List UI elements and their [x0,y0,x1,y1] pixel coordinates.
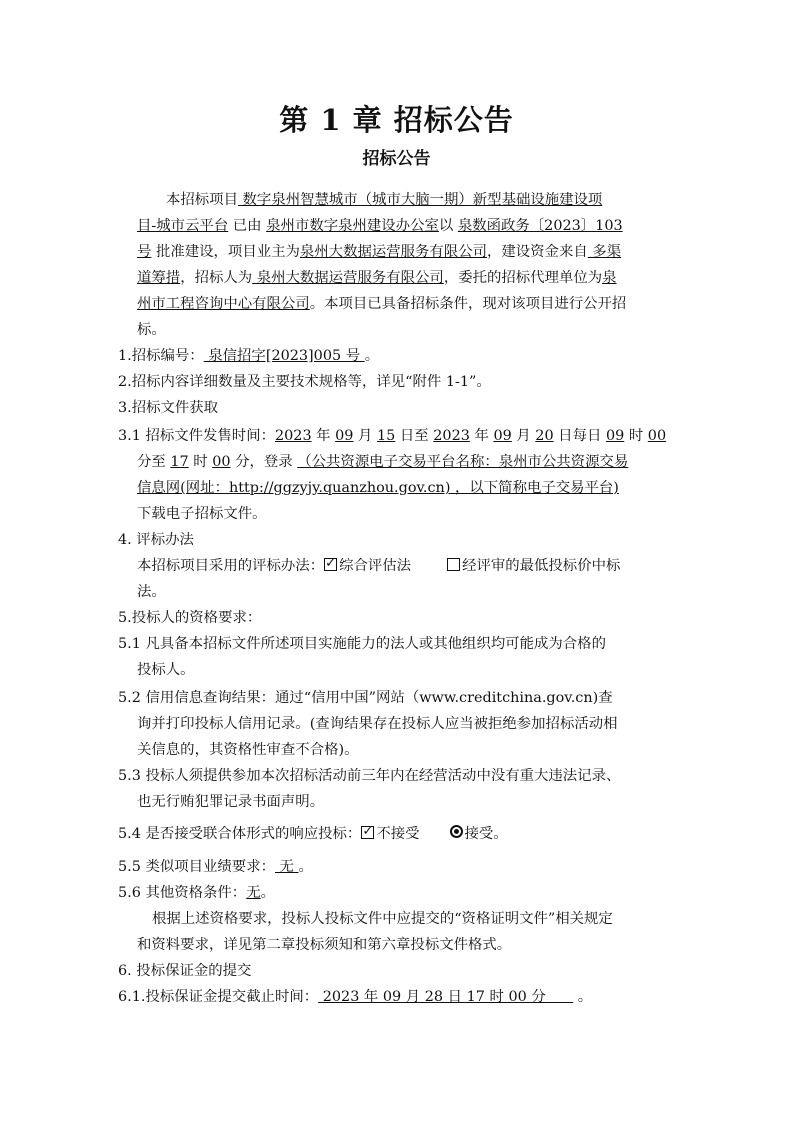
section-4-title: 4. 评标办法 [118,532,194,548]
section-5-3-line-2: 也无行贿犯罪记录书面声明。 [137,794,325,810]
paragraph-line-2: 和资料要求，详见第二章投标须知和第六章投标文件格式。 [137,937,512,953]
project-name: 数字泉州智慧城市（城市大脑一期）新型基础设施建设项 [237,192,603,208]
radio-selected-icon [450,825,463,838]
other-conditions: 无 [246,885,261,901]
section-6: 6. 投标保证金的提交 [118,963,252,979]
paragraph-line-1: 根据上述资格要求，投标人投标文件中应提交的“资格证明文件”相关规定 [152,911,613,927]
method-comprehensive: 综合评估法 [339,558,412,574]
tender-code: 泉信招字[2023]005 号 [203,348,365,364]
section-4-line-2: 法。 [137,584,166,600]
unchecked-checkbox-icon [447,558,460,571]
section-3-1-line-2: 分至 17 时 00 分，登录 （公共资源电子交易平台名称：泉州市公共资源交易 [137,454,629,470]
intro-line-6: 标。 [137,322,166,338]
approval-doc: 泉数函政务〔2023〕103 [457,218,623,234]
tenderer: 泉州大数据运营服务有限公司 [252,270,444,286]
section-5-5: 5.5 类似项目业绩要求： 无 。 [118,859,313,875]
intro-line-1: 本招标项目 数字泉州智慧城市（城市大脑一期）新型基础设施建设项 [166,192,603,208]
section-2: 2.招标内容详细数量及主要技术规格等，详见“附件 1-1”。 [118,374,491,390]
platform-name: （公共资源电子交易平台名称：泉州市公共资源交易 [297,454,629,470]
checked-checkbox-icon [324,558,337,571]
similar-performance: 无 [274,859,299,875]
section-5-2-line-2: 询并打印投标人信用记录。(查询结果存在投标人应当被拒绝参加招标活动相 [137,716,618,732]
section-3: 3.招标文件获取 [118,400,219,416]
section-5-1-line-2: 投标人。 [137,662,195,678]
section-5-2-line-3: 关信息的，其资格性审查不合格)。 [137,742,359,758]
section-5-1-line-1: 5.1 凡具备本招标文件所述项目实施能力的法人或其他组织均可能成为合格的 [118,636,606,652]
notice-subtitle: 招标公告 [362,149,431,169]
intro-line-4: 道筹措，招标人为 泉州大数据运营服务有限公司，委托的招标代理单位为泉 [137,270,617,286]
section-1: 1.招标编号： 泉信招字[2023]005 号 。 [118,348,380,364]
section-3-1-line-1: 3.1 招标文件发售时间：2023 年 09 月 15 日至 2023 年 09 月 20 日每日 09 时 00 [118,428,667,444]
section-5-2-line-1: 5.2 信用信息查询结果：通过“信用中国”网站（www.creditchina.gov.cn)查 [118,690,613,706]
project-owner: 泉州大数据运营服务有限公司 [299,244,487,260]
section-5-4: 5.4 是否接受联合体形式的响应投标：✓ 不接受 接受。 [118,824,508,844]
fund-source: 多渠 [587,244,622,260]
method-lowest-price: 经评审的最低投标价中标 [462,558,621,574]
intro-line-2: 目-城市云平台 已由 泉州市数字泉州建设办公室以 泉数函政务〔2023〕103 [137,218,623,234]
approver: 泉州市数字泉州建设办公室 [266,218,439,234]
intro-line-5: 州市工程咨询中心有限公司。本项目已具备招标条件，现对该项目进行公开招 [137,296,627,312]
section-4-line-1: 本招标项目采用的评标办法：✓ 综合评估法 经评审的最低投标价中标 [137,556,620,576]
platform-url: 信息网(网址：http://ggzyjy.quanzhou.gov.cn) ，以下简称电子交易平台) [137,480,619,496]
section-6-1: 6.1.投标保证金提交截止时间： 2023 年 09 月 28 日 17 时 00 分 。 [118,989,593,1005]
section-5-3-line-1: 5.3 投标人须提供参加本次招标活动前三年内在经营活动中没有重大违法记录、 [118,768,621,784]
agent: 泉 [602,270,617,286]
deposit-deadline: 2023 年 09 月 28 日 17 时 00 分 [318,989,574,1005]
section-3-1-line-3 [137,478,619,498]
section-5: 5.投标人的资格要求： [118,610,262,626]
checked-checkbox-icon [361,826,374,839]
section-3-1-line-4: 下载电子招标文件。 [137,506,267,522]
consortium-yes: 接受。 [464,826,508,842]
chapter-title: 第 1 章 招标公告 [279,103,514,137]
intro-line-3: 号 批准建设，项目业主为泉州大数据运营服务有限公司，建设资金来自 多渠 [137,244,622,260]
section-5-6: 5.6 其他资格条件：无。 [118,885,276,901]
consortium-no: 不接受 [376,826,420,842]
